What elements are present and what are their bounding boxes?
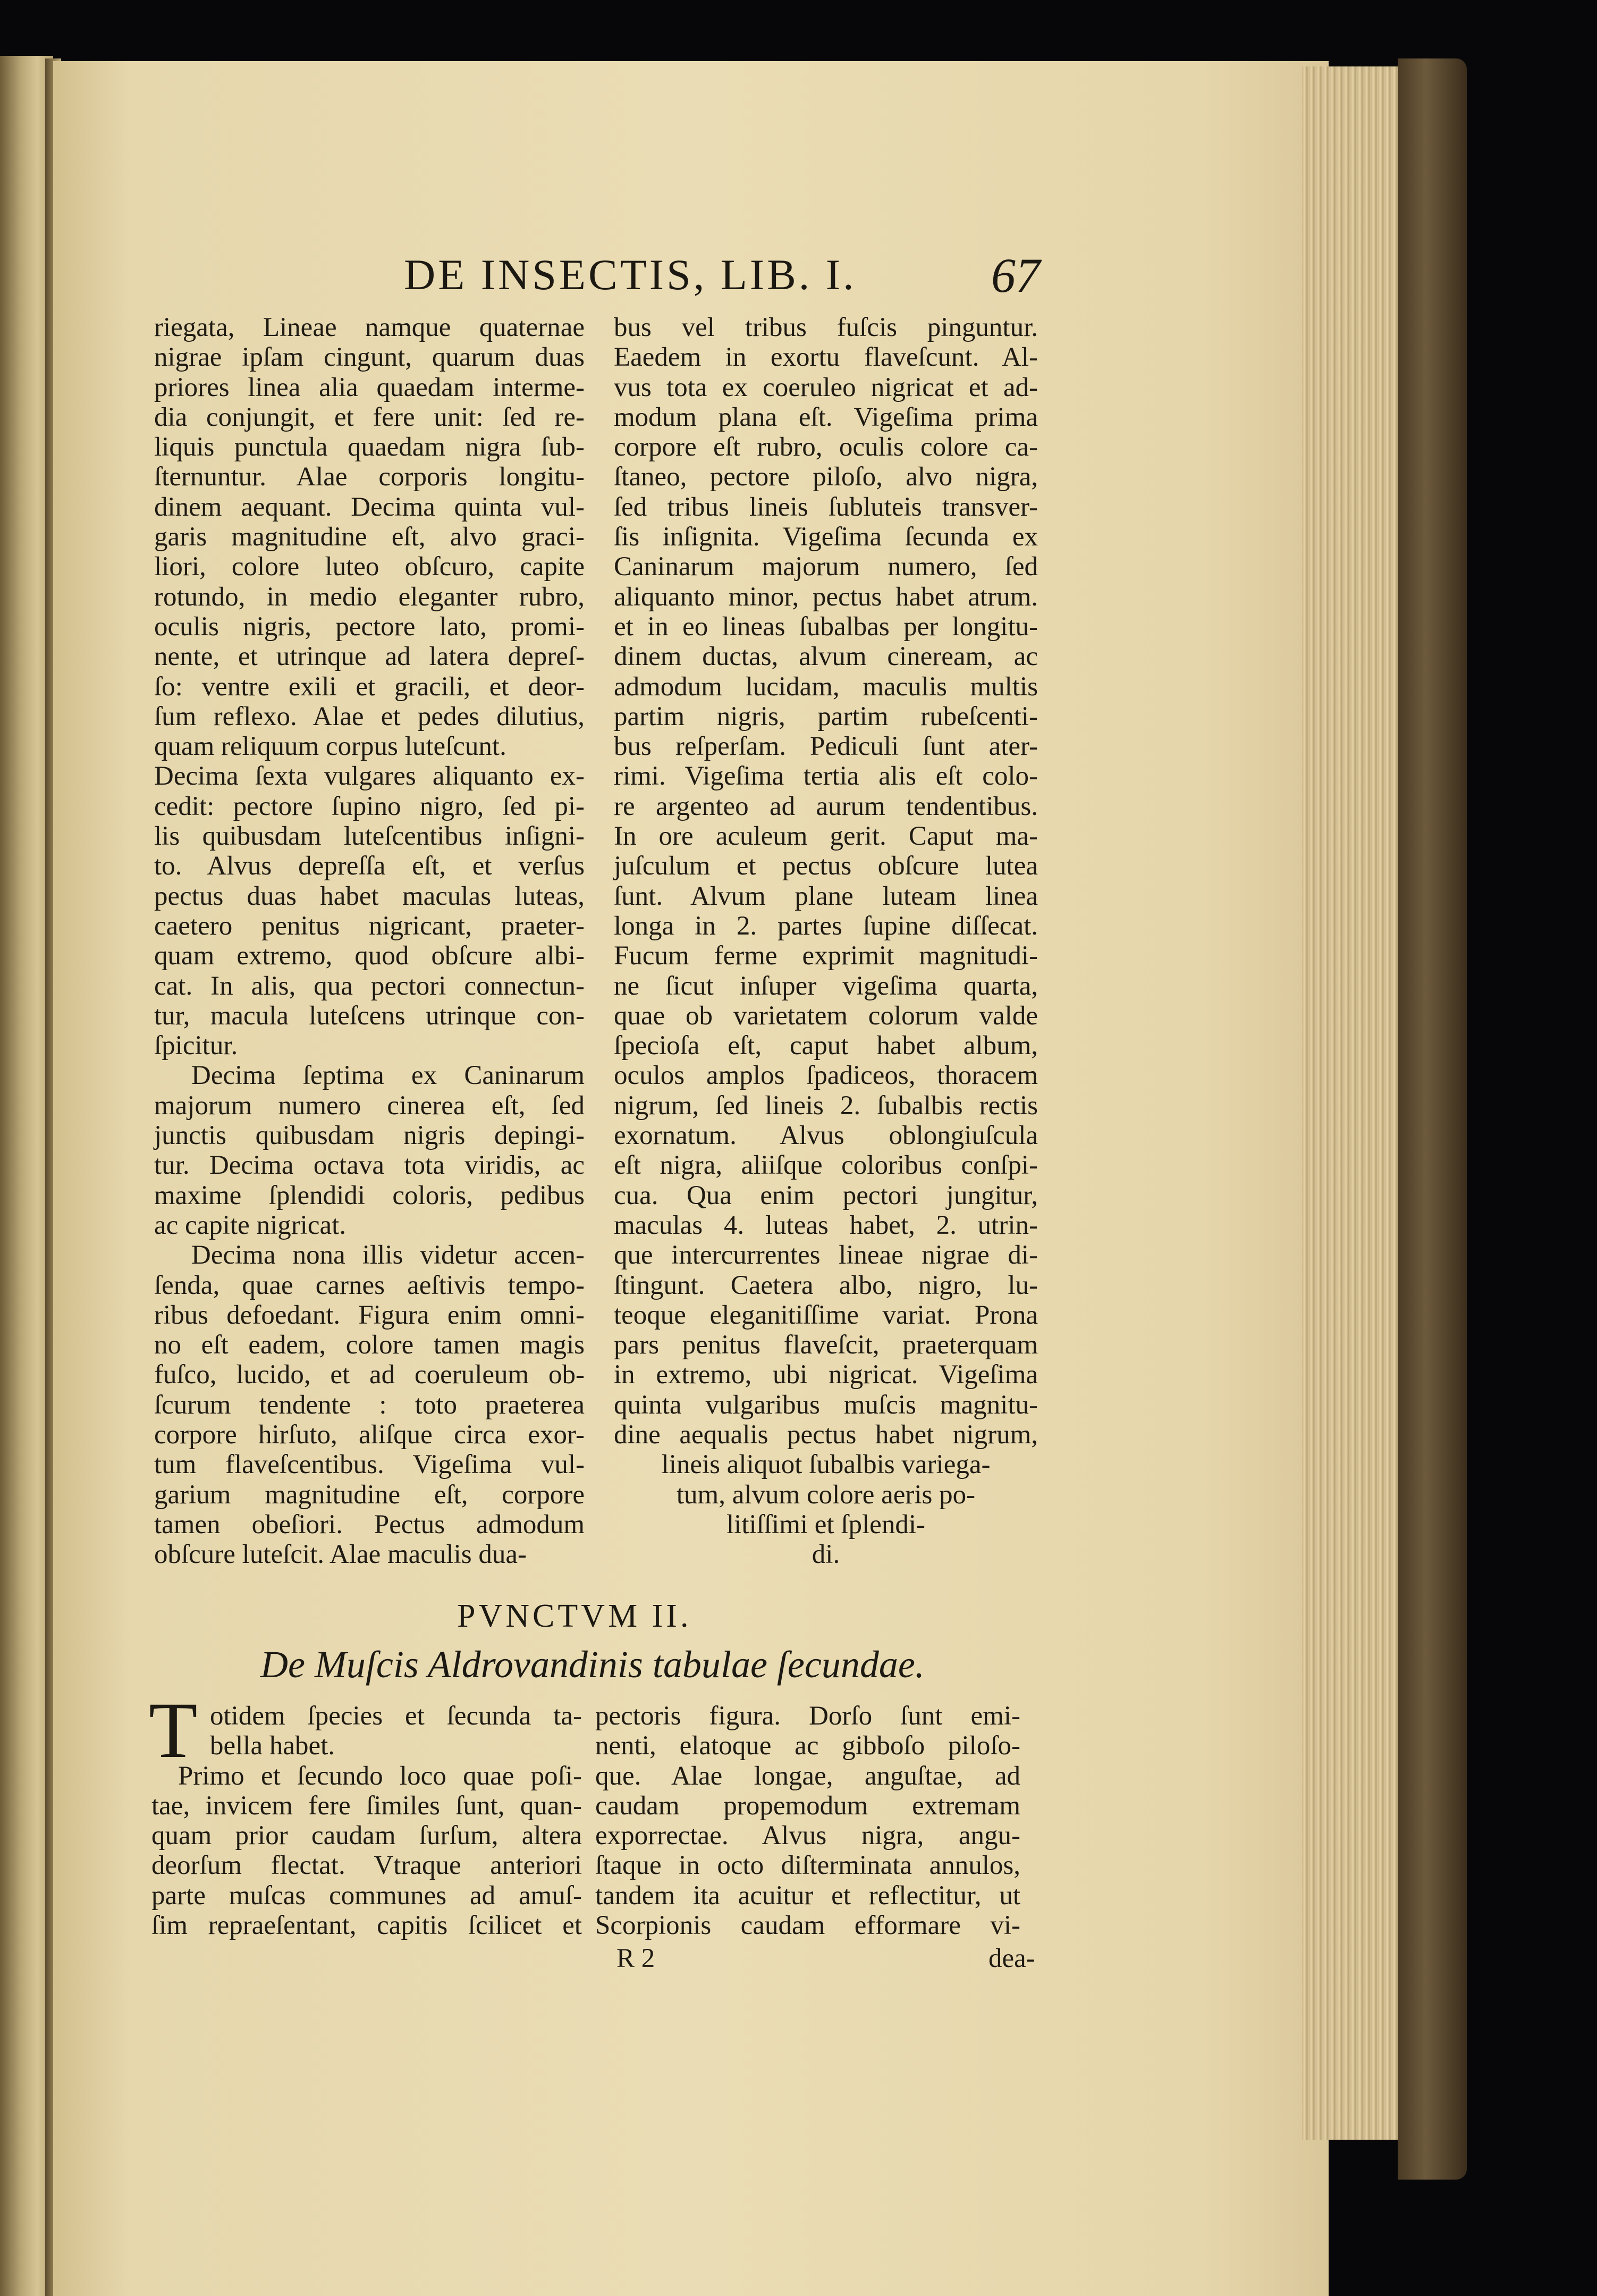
text-line: ſtingunt. Caetera albo, nigro, lu- xyxy=(614,1270,1038,1300)
text-line: otidem ſpecies et ſecunda ta- xyxy=(210,1701,582,1731)
text-line: Decima ſexta vulgares aliquanto ex- xyxy=(154,761,585,792)
text-line: et in eo lineas ſubalbas per longitu- xyxy=(614,611,1038,642)
text-line: pectus duas habet maculas luteas, xyxy=(154,881,585,911)
text-line: cat. In alis, qua pectori connectun- xyxy=(154,971,585,1001)
column-left-bottom xyxy=(151,1701,582,1940)
text-line: tum, alvum colore aeris po- xyxy=(676,1479,976,1510)
text-line: dine aequalis pectus habet nigrum, xyxy=(614,1419,1038,1450)
text-line: quinta vulgaribus muſcis magnitu- xyxy=(614,1390,1038,1420)
text-line: exporrectae. Alvus nigra, angu- xyxy=(595,1821,1020,1851)
text-line: dinem ductas, alvum cineream, ac xyxy=(614,642,1038,672)
text-line: Decima nona illis videtur accen- xyxy=(191,1240,585,1271)
text-line: in extremo, ubi nigricat. Vigeſima xyxy=(614,1360,1038,1390)
text-line: dia conjungit, et fere unit: ſed re- xyxy=(154,402,585,432)
page-number: 67 xyxy=(991,248,1040,302)
text-line: pectoris figura. Dorſo ſunt emi- xyxy=(595,1701,1020,1731)
text-line: cedit: pectore ſupino nigro, ſed pi- xyxy=(154,791,585,821)
text-line: bella habet. xyxy=(210,1731,335,1761)
running-head: DE INSECTIS, LIB. I. xyxy=(404,250,857,299)
text-line: ſum reflexo. Alae et pedes dilutius, xyxy=(154,701,585,731)
text-line: nigrum, ſed lineis 2. ſubalbis rectis xyxy=(614,1090,1038,1121)
text-line: liquis punctula quaedam nigra ſub- xyxy=(154,432,585,462)
text-line: rimi. Vigeſima tertia alis eſt colo- xyxy=(614,761,1038,792)
text-line: partim nigris, partim rubeſcenti- xyxy=(614,701,1038,731)
text-line: teoque eleganitiſſime variat. Prona xyxy=(614,1300,1038,1330)
book-cover xyxy=(1398,58,1467,2180)
text-line: Caninarum majorum numero, ſed xyxy=(614,552,1038,582)
text-line: oculos amplos ſpadiceos, thoracem xyxy=(614,1061,1038,1091)
text-line: eſt nigra, aliiſque coloribus conſpi- xyxy=(614,1150,1038,1181)
text-line: caudam propemodum extremam xyxy=(595,1790,1020,1821)
section-title: PVNCTVM II. xyxy=(457,1598,692,1634)
text-line: quam prior caudam ſurſum, altera xyxy=(151,1821,582,1851)
text-line: maculas 4. luteas habet, 2. utrin- xyxy=(614,1210,1038,1240)
text-line: bus vel tribus fuſcis pinguntur. xyxy=(614,313,1038,342)
text-line: tandem ita acuitur et reflectitur, ut xyxy=(595,1880,1020,1911)
text-line: ſtaque in octo diſterminata annulos, xyxy=(595,1851,1020,1881)
text-line: lineis aliquot ſubalbis variega- xyxy=(661,1450,991,1480)
text-line: to. Alvus depreſſa eſt, et verſus xyxy=(154,851,585,881)
text-line: junctis quibusdam nigris depingi- xyxy=(154,1121,585,1151)
text-line: ſtaneo, pectore piloſo, alvo nigra, xyxy=(614,462,1038,492)
text-line: fuſco, lucido, et ad coeruleum ob- xyxy=(154,1360,585,1390)
text-line: tum flaveſcentibus. Vigeſima vul- xyxy=(154,1450,585,1480)
text-line: ribus defoedant. Figura enim omni- xyxy=(154,1300,585,1330)
signature-mark: R 2 xyxy=(616,1944,655,1973)
text-line: ſim repraeſentant, capitis ſcilicet et xyxy=(151,1911,582,1941)
text-line: cua. Qua enim pectori jungitur, xyxy=(614,1180,1038,1210)
text-line: re argenteo ad aurum tendentibus. xyxy=(614,791,1038,821)
text-line: litiſſimi et ſplendi- xyxy=(726,1509,925,1540)
text-line: priores linea alia quaedam interme- xyxy=(154,372,585,402)
page-block-edges xyxy=(1302,66,1400,2140)
section-subtitle: De Muſcis Aldrovandinis tabulae ſecundae. xyxy=(260,1643,925,1686)
text-line: ne ſicut inſuper vigeſima quarta, xyxy=(614,971,1038,1001)
text-line: ſo: ventre exili et gracili, et deor- xyxy=(154,671,585,702)
text-line: corpore hirſuto, aliſque circa exor- xyxy=(154,1419,585,1450)
text-line: aliquanto minor, pectus habet atrum. xyxy=(614,582,1038,612)
text-line: ſunt. Alvum plane luteam linea xyxy=(614,881,1038,911)
text-line: ſpecioſa eſt, caput habet album, xyxy=(614,1031,1038,1061)
text-line: Eaedem in exortu flaveſcunt. Al- xyxy=(614,342,1038,373)
text-line: longa in 2. partes ſupine diſſecat. xyxy=(614,911,1038,941)
text-line: Fucum ferme exprimit magnitudi- xyxy=(614,941,1038,971)
text-line: maxime ſplendidi coloris, pedibus xyxy=(154,1180,585,1210)
text-line: Primo et ſecundo loco quae poſi- xyxy=(178,1761,582,1791)
text-line: obſcure luteſcit. Alae maculis dua- xyxy=(154,1540,527,1570)
text-line: majorum numero cinerea eſt, ſed xyxy=(154,1090,585,1121)
text-line: quae ob varietatem colorum valde xyxy=(614,1000,1038,1031)
text-line: lis quibusdam luteſcentibus inſigni- xyxy=(154,821,585,852)
text-line: modum plana eſt. Vigeſima prima xyxy=(614,402,1038,432)
catchword: dea- xyxy=(988,1944,1035,1973)
text-line: Scorpionis caudam efformare vi- xyxy=(595,1911,1020,1941)
column-right-top xyxy=(614,313,1038,1569)
column-right-bottom xyxy=(595,1701,1020,1940)
text-line: exornatum. Alvus oblongiuſcula xyxy=(614,1121,1038,1151)
text-line: garis magnitudine eſt, alvo graci- xyxy=(154,522,585,552)
text-line: que. Alae longae, anguſtae, ad xyxy=(595,1761,1020,1791)
text-line: ac capite nigricat. xyxy=(154,1210,347,1240)
text-line: admodum lucidam, maculis multis xyxy=(614,671,1038,702)
text-line: ſis inſignita. Vigeſima ſecunda ex xyxy=(614,522,1038,552)
text-line: liori, colore luteo obſcuro, capite xyxy=(154,552,585,582)
text-line: ſpicitur. xyxy=(154,1031,238,1061)
text-line: di. xyxy=(812,1540,840,1570)
text-line: ſed tribus lineis ſubluteis transver- xyxy=(614,492,1038,522)
text-line: vus tota ex coeruleo nigricat et ad- xyxy=(614,372,1038,402)
text-line: nenti, elatoque ac gibboſo piloſo- xyxy=(595,1731,1020,1761)
text-line: deorſum flectat. Vtraque anteriori xyxy=(151,1851,582,1881)
text-line: garium magnitudine eſt, corpore xyxy=(154,1479,585,1510)
text-line: que intercurrentes lineae nigrae di- xyxy=(614,1240,1038,1271)
text-line: Decima ſeptima ex Caninarum xyxy=(191,1061,585,1091)
text-line: bus reſperſam. Pediculi ſunt ater- xyxy=(614,731,1038,762)
text-line: caetero penitus nigricant, praeter- xyxy=(154,911,585,941)
text-line: corpore eſt rubro, oculis colore ca- xyxy=(614,432,1038,462)
text-line: ſenda, quae carnes aeſtivis tempo- xyxy=(154,1270,585,1300)
text-line: pars penitus flaveſcit, praeterquam xyxy=(614,1330,1038,1360)
text-line: quam extremo, quod obſcure albi- xyxy=(154,941,585,971)
text-line: tamen obeſiori. Pectus admodum xyxy=(154,1509,585,1540)
drop-initial: T xyxy=(149,1686,198,1774)
text-line: rotundo, in medio eleganter rubro, xyxy=(154,582,585,612)
text-line: quam reliquum corpus luteſcunt. xyxy=(154,731,506,762)
text-line: dinem aequant. Decima quinta vul- xyxy=(154,492,585,522)
text-line: parte muſcas communes ad amuſ- xyxy=(151,1880,582,1911)
text-line: oculis nigris, pectore lato, promi- xyxy=(154,611,585,642)
column-left-top xyxy=(154,313,585,1569)
text-line: juſculum et pectus obſcure lutea xyxy=(614,851,1038,881)
text-line: riegata, Lineae namque quaternae xyxy=(154,313,585,342)
text-line: In ore aculeum gerit. Caput ma- xyxy=(614,821,1038,852)
text-line: tae, invicem fere ſimiles ſunt, quan- xyxy=(151,1790,582,1821)
text-line: tur. Decima octava tota viridis, ac xyxy=(154,1150,585,1181)
text-line: nigrae ipſam cingunt, quarum duas xyxy=(154,342,585,373)
text-line: no eſt eadem, colore tamen magis xyxy=(154,1330,585,1360)
text-line: ſternuntur. Alae corporis longitu- xyxy=(154,462,585,492)
text-line: nente, et utrinque ad latera depreſ- xyxy=(154,642,585,672)
text-line: ſcurum tendente : toto praeterea xyxy=(154,1390,585,1420)
text-line: tur, macula luteſcens utrinque con- xyxy=(154,1000,585,1031)
